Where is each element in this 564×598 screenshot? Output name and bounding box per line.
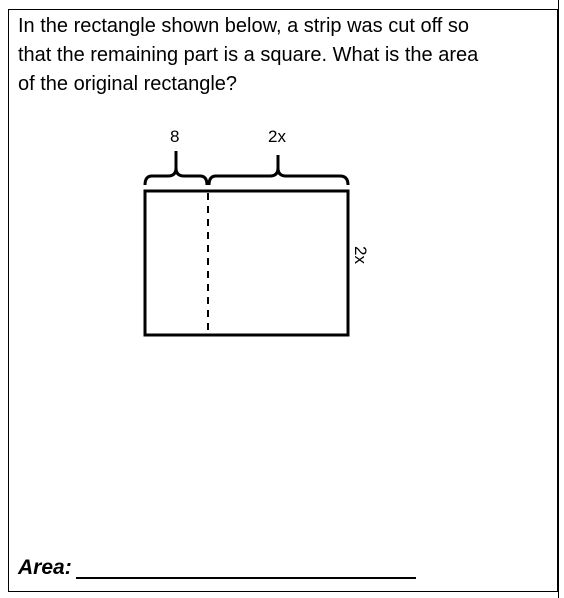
question-text: In the rectangle shown below, a strip was cut off so that the remaining part is a square. What is the area of the original rectangle?: [18, 15, 479, 95]
height-label: 2x: [351, 246, 370, 264]
strip-width-label: 8: [170, 127, 180, 146]
square-width-label: 2x: [268, 127, 286, 146]
area-answer-line[interactable]: [76, 577, 416, 579]
square-width-brace: [209, 155, 348, 185]
strip-width-brace: [145, 151, 207, 185]
area-label: Area:: [18, 556, 72, 579]
original-rectangle: [145, 191, 348, 335]
